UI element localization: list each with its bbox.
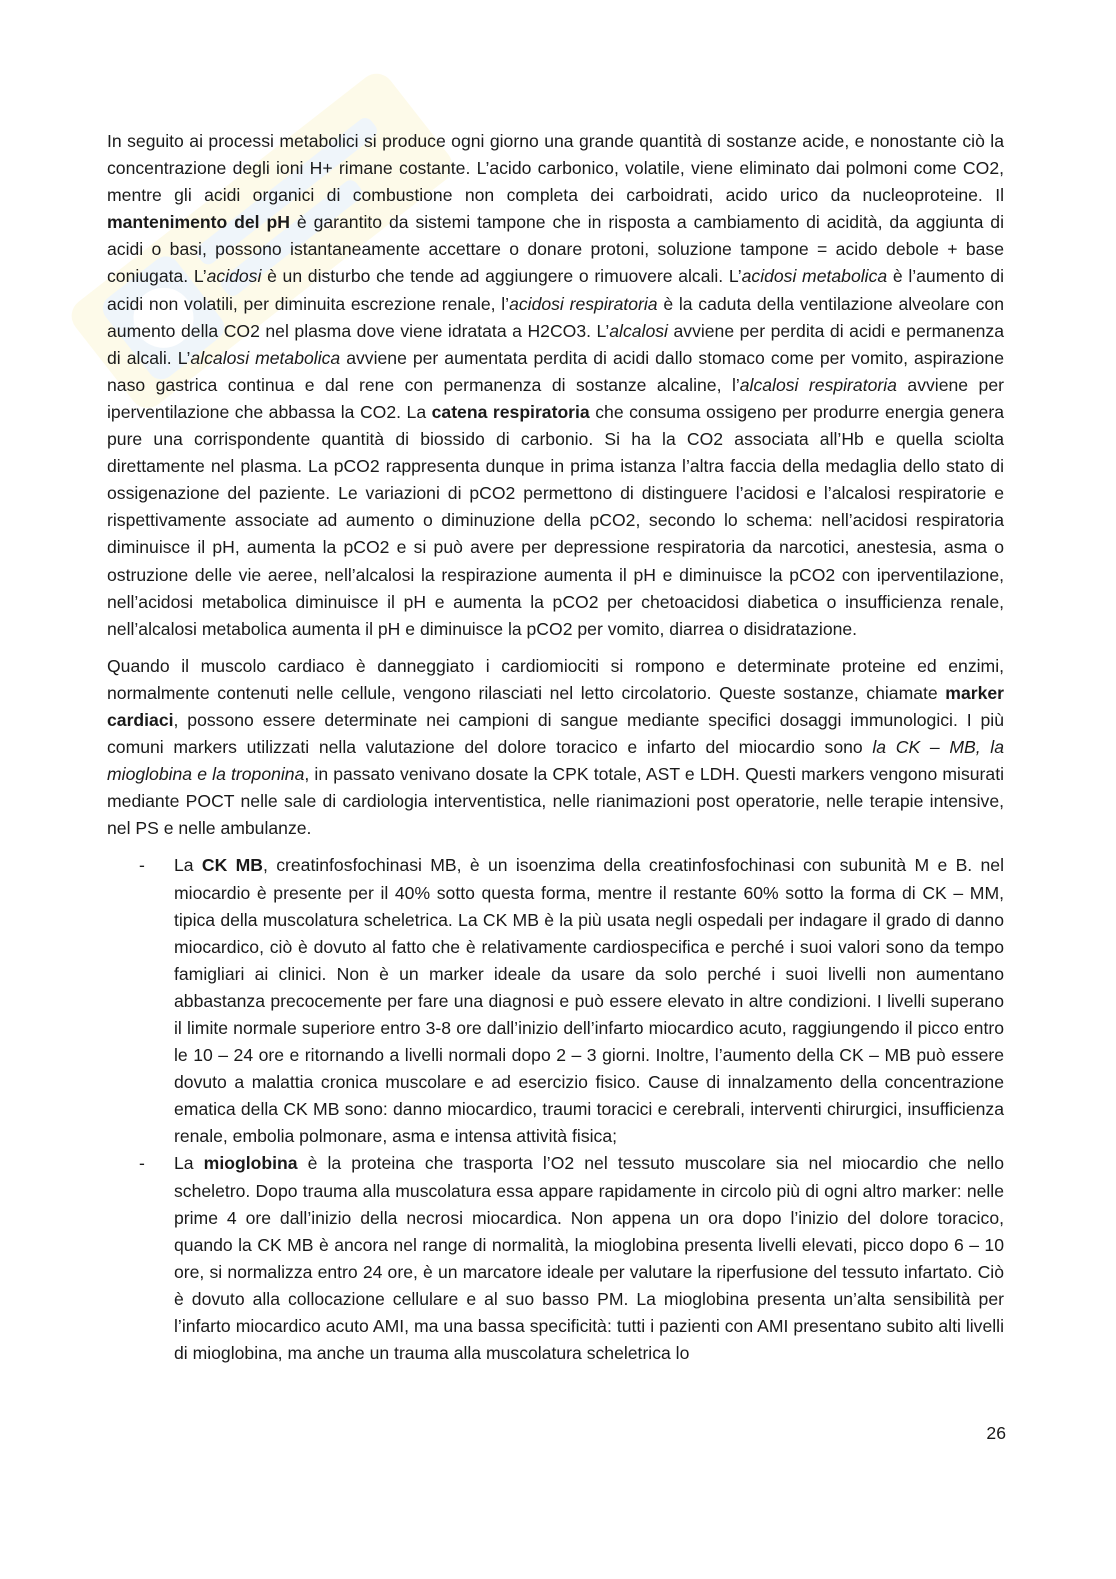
italic-term: acidosi xyxy=(206,266,262,287)
bold-term: catena respiratoria xyxy=(431,401,590,422)
text-run: La xyxy=(174,1153,204,1174)
text-run: avviene per iperventilazione che abbassa la CO2. La xyxy=(107,374,1004,422)
list-bullet: - xyxy=(139,1153,145,1174)
italic-term: alcalosi respiratoria xyxy=(739,374,897,395)
italic-term: alcalosi xyxy=(609,320,668,341)
text-run: che consuma ossigeno per produrre energia genera pure una corrispondente quantità di biossido di carbonio. Si ha la CO2 associata all’Hb e quella sciolta direttamente nel plasma. La pCO2 rappresenta dunque in prima istanza l’altra faccia della medaglia dello stato di ossigenazione del paziente. Le variazioni di pCO2 permettono di distinguere l’acidosi e l’alcalosi respiratorie e rispettivamente associate ad aumento o diminuzione della pCO2, secondo lo schema: nell’acidosi respiratoria diminuisce il pH, aumenta la pCO2 e si può avere per depressione respiratoria da narcotici, anestesia, asma o ostruzione delle vie aeree, nell’alcalosi la respirazione aumenta il pH e diminuisce la pCO2 con iperventilazione, nell’acidosi metabolica diminuisce il pH e aumenta la pCO2 per chetoacidosi diabetica o insufficienza renale, nell’alcalosi metabolica aumenta il pH e diminuisce la pCO2 per vomito, diarrea o disidratazione. xyxy=(107,401,1004,639)
bold-term: mantenimento del pH xyxy=(107,212,290,233)
text-run: , in passato venivano dosate la CPK totale, AST e LDH. Questi markers vengono misurati mediante POCT nelle sale di cardiologia interventistica, nelle rianimazioni post operatorie, nelle terapie intensive, nel PS e nelle ambulanze. xyxy=(107,764,1004,839)
page-number: 26 xyxy=(986,1423,1006,1443)
text-run: è garantito da sistemi tampone che in risposta a cambiamento di acidità, da aggiunta di acidi o basi, possono istantaneamente accettare o donare protoni, soluzione tampone = acido debole + base coniugata. L’ xyxy=(107,212,1005,287)
text-run: In seguito ai processi metabolici si produce ogni giorno una grande quantità di sostanze acide, e nonostante ciò la concentrazione degli ioni H+ rimane costante. L’acido carbonico, volatile, viene eliminato dai polmoni come CO2, mentre gli acidi organici di combustione non completa dei carboidrati, acido urico da nucleoproteine. Il xyxy=(107,131,1004,206)
document-body xyxy=(107,128,1004,1367)
italic-term: acidosi metabolica xyxy=(741,266,888,287)
text-run: Quando il muscolo cardiaco è danneggiato i cardiomiociti si rompono e determinate proteine ed enzimi, normalmente contenuti nelle cellule, vengono rilasciati nel letto circolatorio. Queste sostanze, chiamate xyxy=(107,655,1004,703)
bold-term: mioglobina xyxy=(203,1153,298,1174)
text-run: avviene per perdita di acidi e permanenza di alcali. L’ xyxy=(107,320,1004,368)
italic-term: acidosi respiratoria xyxy=(509,293,658,314)
italic-term: alcalosi metabolica xyxy=(190,347,341,368)
list-item-text xyxy=(174,855,1004,1146)
paragraph-acid-base xyxy=(107,128,1004,643)
text-run: avviene per aumentata perdita di acidi dallo stomaco come per vomito, aspirazione naso gastrica continua e dal rene con permanenza di sostanze alcaline, l’ xyxy=(107,347,1004,395)
italic-term: la CK – MB, la mioglobina e la troponina xyxy=(107,737,1004,785)
text-run: La xyxy=(174,855,202,876)
paragraph-cardiac-markers xyxy=(107,653,1004,843)
list-item-mioglobina xyxy=(107,1150,1004,1367)
text-run: è la proteina che trasporta l’O2 nel tessuto muscolare sia nel miocardio che nello scheletro. Dopo trauma alla muscolatura essa appare rapidamente in circolo più di ogni altro marker: nelle prime 4 ore dall’inizio della necrosi miocardica. Non appena un ora dopo l’inizio del dolore toracico, quando la CK MB è ancora nel range di normalità, la mioglobina presenta livelli elevati, picco dopo 6 – 10 ore, si normalizza entro 24 ore, è un marcatore ideale per valutare la riperfusione del tessuto infartato. Ciò è dovuto alla collocazione cellulare e al suo basso PM. La mioglobina presenta un’alta sensibilità per l’infarto miocardico acuto AMI, ma una bassa specificità: tutti i pazienti con AMI presentano subito alti livelli di mioglobina, ma anche un trauma alla muscolatura scheletrica lo xyxy=(174,1153,1004,1364)
text-run: è la caduta della ventilazione alveolare con aumento della CO2 nel plasma dove viene idratata a H2CO3. L’ xyxy=(107,293,1004,341)
text-run: è l’aumento di acidi non volatili, per diminuita escrezione renale, l’ xyxy=(107,266,1004,314)
list-item-text xyxy=(174,1153,1004,1363)
text-run: , possono essere determinate nei campioni di sangue mediante specifici dosaggi immunologici. I più comuni markers utilizzati nella valutazione del dolore toracico e infarto del miocardio sono xyxy=(107,709,1004,758)
list-item-ck-mb xyxy=(107,852,1004,1150)
list-bullet: - xyxy=(139,855,145,876)
bold-term: CK MB xyxy=(201,855,264,876)
text-run: , creatinfosfochinasi MB, è un isoenzima della creatinfosfochinasi con subunità M e B. nel miocardio è presente per il 40% sotto questa forma, mentre il restante 60% sotto la forma di CK – MM, tipica della muscolatura scheletrica. La CK MB è la più usata negli ospedali per indagare il grado di danno miocardico, ciò è dovuto al fatto che è relativamente cardiospecifica e perché i suoi valori sono da tempo famigliari ai clinici. Non è un marker ideale da usare da solo perché i suoi livelli non aumentano abbastanza precocemente per fare una diagnosi e può essere elevato in altre condizioni. I livelli superano il limite normale superiore entro 3-8 ore dall’inizio dell’infarto miocardico acuto, raggiungendo il picco entro le 10 – 24 ore e ritornando a livelli normali dopo 2 – 3 giorni. Inoltre, l’aumento della CK – MB può essere dovuto a malattia cronica muscolare e ad esercizio fisico. Cause di innalzamento della concentrazione ematica della CK MB sono: danno miocardico, traumi toracici e cerebrali, interventi chirurgici, insufficienza renale, embolia polmonare, asma e intensa attività fisica; xyxy=(174,855,1004,1147)
text-run: è un disturbo che tende ad aggiungere o rimuovere alcali. L’ xyxy=(261,266,742,287)
markers-list xyxy=(107,852,1004,1367)
bold-term: marker cardiaci xyxy=(107,682,1004,730)
